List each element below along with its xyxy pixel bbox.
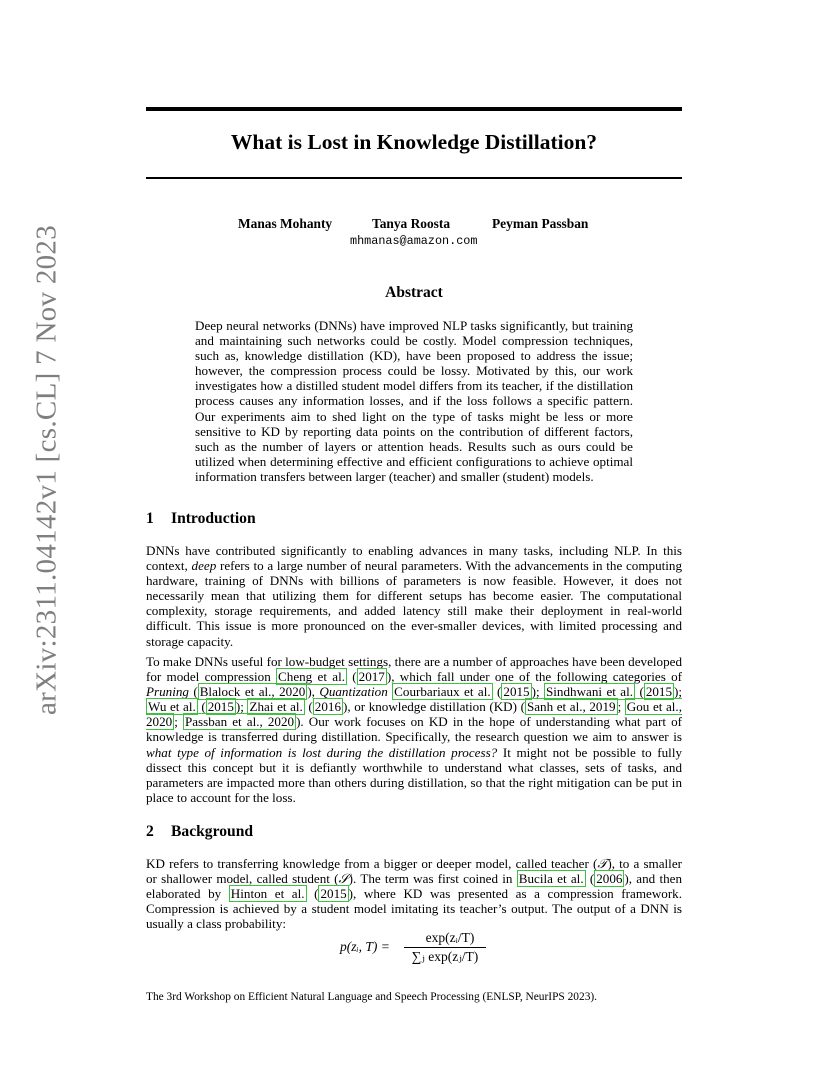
intro-paragraph-1 [146, 543, 682, 649]
emphasis-text: Pruning [146, 684, 189, 700]
text-run: ), or knowledge distillation (KD) ( [342, 699, 525, 715]
emphasis-text: what type of information is lost during the distillation process? [146, 744, 498, 760]
citation-link[interactable]: Courbariaux et al. [394, 684, 491, 700]
text-run: ; [174, 714, 183, 730]
equation-denominator: ∑ⱼ exp(zⱼ/T) [411, 949, 479, 964]
text-run: ), and then elaborated by [146, 871, 682, 902]
arxiv-identifier: arXiv:2311.04142v1 [cs.CL] 7 Nov 2023 [30, 224, 63, 716]
text-run: ; [617, 699, 625, 715]
fraction-bar [404, 947, 486, 948]
background-paragraph-1 [146, 856, 682, 931]
author-name: Manas Mohanty [238, 216, 333, 231]
text-run: ( [346, 669, 357, 685]
section-number: 2 [146, 823, 154, 840]
text-run: ); [531, 684, 545, 700]
author-name: Peyman Passban [492, 216, 589, 231]
citation-link[interactable]: 2006 [596, 871, 623, 887]
citation-link[interactable]: Blalock et al., 2020 [199, 684, 306, 700]
softmax-equation [340, 930, 500, 966]
text-run: ), which fall under one of the following categories of [386, 669, 683, 685]
text-run: ). Our work focuses on KD in the hope of understanding what part of knowledge is transferred during distillation. Specifically, the research question we aim to answer is [146, 714, 682, 745]
text-run: ( [304, 699, 313, 715]
author-email: mhmanas@amazon.com [350, 234, 478, 248]
title-top-rule [146, 107, 682, 111]
text-run: ), to a smaller or shallower model, called student ( [146, 856, 682, 887]
citation-link[interactable]: Passban et al., 2020 [184, 714, 295, 730]
math-symbol: 𝒮 [338, 871, 349, 887]
emphasis-text: deep [191, 558, 217, 574]
abstract-text: Deep neural networks (DNNs) have improved NLP tasks significantly, but training and maintaining such networks could be costly. Model compression techniques, such as, knowledge distillation (KD), have been proposed to address the issue; however, the compression process could be lossy. Motivated by this, our work investigates how a distilled student model differs from its teacher, if the distillation process causes any information losses, and if the loss follows a specific pattern. Our experiments aim to shed light on the type of tasks might be less or more sensitive to KD by reporting data points on the contribution of different factors, such as the number of layers or attention heads. Results such as ours could be utilized when determining effective and efficient configurations to achieve optimal information transfers between larger (teacher) and smaller (student) models. [195, 318, 633, 484]
citation-link[interactable]: 2015 [503, 684, 530, 700]
citation-link[interactable]: 2016 [314, 699, 341, 715]
section-heading-background [146, 823, 253, 841]
text-run: ( [306, 886, 319, 902]
text-run: To make DNNs useful for low-budget settings, there are a number of approaches have been developed for model compression [146, 654, 682, 685]
text-run: ( [188, 684, 198, 700]
citation-link[interactable]: 2015 [320, 886, 347, 902]
text-run: refers to a large number of neural parameters. With the advancements in the computing hardware, training of DNNs with billions of parameters is now feasible. However, it does not necessarily mean that utilizing them for different setups has become easier. The computational complexity, storage requirements, and added latency still make their deployment in real-world difficult. This issue is more pronounced on the ever-smaller devices, with limited processing and storage capacity. [146, 558, 682, 649]
venue-footnote: The 3rd Workshop on Efficient Natural Language and Speech Processing (ENLSP, NeurIPS 2023). [146, 991, 598, 1003]
citation-link[interactable]: Sindhwani et al. [546, 684, 634, 700]
text-run: ( [585, 871, 595, 887]
citation-link[interactable]: 2015 [645, 684, 672, 700]
text-run: ); [235, 699, 248, 715]
citation-link[interactable]: Hinton et al. [230, 886, 305, 902]
citation-link[interactable]: Sanh et al., 2019 [526, 699, 616, 715]
author-block [0, 216, 828, 256]
section-title: Background [171, 823, 254, 840]
title-bottom-rule [146, 177, 682, 179]
text-run: ), [307, 684, 320, 700]
paper-title: What is Lost in Knowledge Distillation? [230, 130, 598, 154]
text-run: ). The term was first coined in [348, 871, 517, 887]
section-heading-introduction [146, 510, 256, 528]
text-run: ( [197, 699, 206, 715]
intro-paragraph-2 [146, 654, 682, 805]
text-run: DNNs have contributed significantly to enabling advances in many tasks, including NLP. In this context, [146, 543, 682, 574]
math-symbol: 𝒯 [597, 856, 608, 871]
citation-link[interactable]: Bucila et al. [518, 871, 584, 887]
citation-link[interactable]: 2015 [207, 699, 234, 715]
text-run: ( [635, 684, 644, 700]
section-title: Introduction [171, 510, 256, 527]
text-run: KD refers to transferring knowledge from a bigger or deeper model, called teacher ( [146, 856, 598, 871]
section-number: 1 [146, 510, 154, 527]
abstract-heading: Abstract [385, 284, 443, 301]
emphasis-text: Quantization [319, 684, 388, 700]
text-run: It might not be possible to fully dissect this concept but it is defiantly worthwhile to understand what classes, sets of tasks, and parameters are impacted more than others during distillation, so that the right mitigation can be put in place to account for the loss. [146, 744, 683, 805]
text-run: ); [674, 684, 682, 700]
equation-numerator: exp(zᵢ/T) [425, 930, 475, 945]
citation-link[interactable]: Gou et al., 2020 [146, 699, 682, 730]
citation-link[interactable]: Wu et al. [148, 699, 196, 715]
citation-link[interactable]: Cheng et al. [278, 669, 345, 685]
equation-lhs: p(zᵢ, T) = [340, 939, 390, 954]
citation-link[interactable]: Zhai et al. [249, 699, 303, 715]
citation-link[interactable]: 2017 [358, 669, 385, 685]
text-run: ( [492, 684, 502, 700]
author-name: Tanya Roosta [372, 216, 451, 231]
text-run: ), where KD was presented as a compression framework. Compression is achieved by a student model imitating its teacher’s output. The output of a DNN is usually a class probability: [146, 886, 683, 932]
